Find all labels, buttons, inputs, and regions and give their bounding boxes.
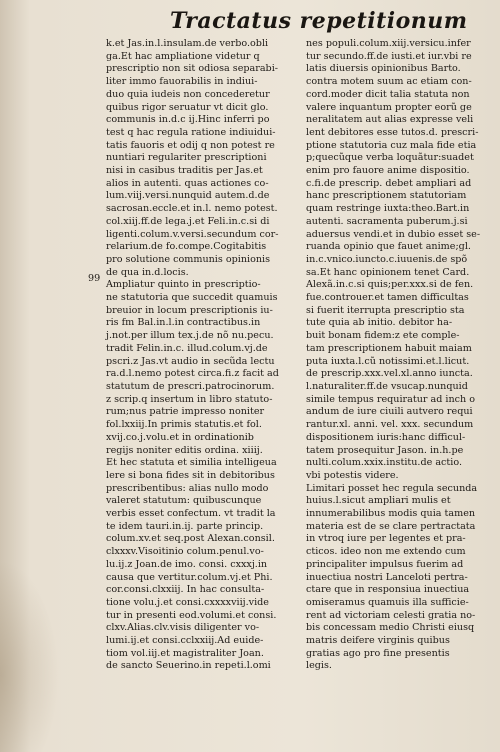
text-line: communis in.d.c ij.Hinc inferri po bbox=[106, 114, 270, 126]
text-line: simile tempus requiratur ad inch o bbox=[306, 393, 476, 405]
text-line: z scrip.q insertum in libro statuto- bbox=[106, 393, 273, 405]
text-line: statutum de prescri.patrocinorum. bbox=[106, 380, 275, 392]
text-line: tur secundo.ff.de iusti.et iur.vbi re bbox=[306, 50, 472, 62]
left-text-column bbox=[106, 38, 296, 672]
text-line: Et hec statuta et similia intelligeua bbox=[106, 457, 277, 469]
text-line: ga.Et hac ampliatione videtur q bbox=[106, 50, 260, 62]
text-line: de sancto Seuerino.in repeti.l.omi bbox=[106, 660, 271, 672]
text-line: gratias ago pro fine presentis bbox=[306, 647, 450, 659]
text-line: ptione statutoria cuz mala fide etia bbox=[306, 139, 477, 151]
text-line: p;quecũque verba loquãtur:suadet bbox=[306, 152, 474, 164]
text-line: rantur.xl. anni. vel. xxx. secundum bbox=[306, 419, 474, 431]
text-line: Alexã.in.c.si quis;per.xxx.si de fen. bbox=[306, 279, 474, 291]
text-line: tatem prosequitur Jason. in.h.pe bbox=[306, 444, 464, 456]
text-line: matris deifere virginis quibus bbox=[306, 635, 450, 647]
marginal-number: 99 bbox=[88, 273, 101, 284]
text-line: fue.controuer.et tamen difficultas bbox=[306, 292, 469, 304]
text-line: nisi in casibus traditis per Jas.et bbox=[106, 165, 263, 177]
text-line: tione volu.j.et consi.cxxxxviij.vide bbox=[106, 596, 269, 608]
text-line: rum;nus patrie impresso noniter bbox=[106, 406, 265, 418]
text-line: pscri.z Jas.vt audio in secũda lectu bbox=[106, 355, 275, 367]
text-line: clxxxv.Visoitinio colum.penul.vo- bbox=[106, 546, 264, 558]
text-line: autenti. sacramenta puberum.j.si bbox=[306, 215, 468, 227]
text-line: contra motem suum ac etiam con- bbox=[306, 76, 472, 88]
text-line: de qua in.d.locis. bbox=[106, 266, 189, 278]
text-line: sa.Et hanc opinionem tenet Card. bbox=[306, 266, 470, 278]
text-line: causa que vertitur.colum.vj.et Phi. bbox=[106, 571, 273, 583]
text-line: ctare que in responsiua inuectiua bbox=[306, 584, 470, 596]
text-line: colum.xv.et seq.post Alexan.consil. bbox=[106, 533, 275, 545]
text-line: buit bonam fidem:z ete comple- bbox=[306, 330, 460, 342]
text-line: lu.ij.z Joan.de imo. consi. cxxxj.in bbox=[106, 558, 268, 570]
text-line: fol.lxxiij.In primis statutis.et fol. bbox=[106, 419, 262, 431]
text-line: rent ad victoriam celesti gratia no- bbox=[306, 609, 476, 621]
text-line: valeret statutum: quibuscunque bbox=[106, 495, 262, 507]
text-line: valere inquantum propter eorũ ge bbox=[306, 101, 472, 113]
text-line: l.naturaliter.ff.de vsucap.nunquid bbox=[306, 380, 468, 392]
text-line: innumerabilibus modis quia tamen bbox=[306, 508, 476, 520]
text-line: nuntiari regulariter prescriptioni bbox=[106, 152, 267, 164]
text-line: tur in presenti eod.volumi.et consi. bbox=[106, 609, 277, 621]
text-line: ra.d.l.nemo potest circa.fi.z facit ad bbox=[106, 368, 279, 380]
text-line: prescribentibus: alias nullo modo bbox=[106, 482, 269, 494]
text-line: alios in autenti. quas actiones co- bbox=[106, 177, 269, 189]
text-line: aduersus vendi.et in dubio esset se- bbox=[306, 228, 481, 240]
text-line: pro solutione communis opinionis bbox=[106, 253, 271, 265]
text-line: tam prescriptionem habuit maiam bbox=[306, 342, 472, 354]
running-title: Tractatus repetitionum bbox=[170, 8, 468, 34]
text-line: in.c.vnico.iuncto.c.iuuenis.de spõ bbox=[306, 253, 468, 265]
text-line: prescriptio non sit odiosa separabi- bbox=[106, 63, 278, 75]
text-line: dispositionem iuris:hanc difficul- bbox=[306, 431, 466, 443]
text-line: te idem tauri.in.ij. parte princip. bbox=[106, 520, 264, 532]
text-line: test q hac regula ratione indiuidui- bbox=[106, 126, 276, 138]
text-line: regijs noniter editis ordina. xiiij. bbox=[106, 444, 263, 456]
text-line: omiseramus quamuis illa sufficie- bbox=[306, 596, 469, 608]
text-line: cticos. ideo non me extendo cum bbox=[306, 546, 466, 558]
text-line: neralitatem aut alias expresse veli bbox=[306, 114, 474, 126]
text-line: lumi.ij.et consi.cclxxiij.Ad euide- bbox=[106, 635, 264, 647]
text-line: vbi potestis videre. bbox=[306, 469, 399, 481]
text-line: relarium.de fo.compe.Cogitabitis bbox=[106, 241, 267, 253]
text-line: de prescrip.xxx.vel.xl.anno iuncta. bbox=[306, 368, 473, 380]
text-line: ligenti.colum.v.versi.secundum cor- bbox=[106, 228, 279, 240]
text-line: liter immo fauorabilis in indiui- bbox=[106, 76, 258, 88]
text-line: ris fm Bal.in.l.in contractibus.in bbox=[106, 317, 261, 329]
page-stain bbox=[0, 560, 60, 752]
text-line: j.not.per illum tex.j.de nõ nu.pecu. bbox=[106, 330, 274, 342]
text-line: principaliter impulsus fuerim ad bbox=[306, 558, 464, 570]
text-line: quam restringe iuxta:theo.Bart.in bbox=[306, 203, 470, 215]
text-line: k.et Jas.in.l.insulam.de verbo.obli bbox=[106, 38, 269, 49]
text-line: si fuerit iterrupta prescriptio sta bbox=[306, 304, 465, 316]
text-line: col.xiij.ff.de lega.j.et Feli.in.c.si di bbox=[106, 215, 270, 227]
text-line: bis concessam medio Christi eiusq bbox=[306, 622, 475, 634]
text-line: cord.moder dicit talia statuta non bbox=[306, 88, 470, 100]
text-line: nes populi.colum.xiij.versicu.infer bbox=[306, 38, 471, 49]
right-text-column bbox=[306, 38, 496, 672]
text-line: ne statutoria que succedit quamuis bbox=[106, 292, 278, 304]
text-line: lere si bona fides sit in debitoribus bbox=[106, 469, 275, 481]
text-line: legis. bbox=[306, 660, 332, 672]
text-line: verbis esset confectum. vt tradit la bbox=[106, 508, 276, 520]
text-line: sacrosan.eccle.et in.l. nemo potest. bbox=[106, 203, 278, 215]
text-line: breuior in locum prescriptionis iu- bbox=[106, 304, 273, 316]
text-line: materia est de se clare pertractata bbox=[306, 520, 476, 532]
text-line: duo quia iudeis non concederetur bbox=[106, 88, 270, 100]
text-line: huius.l.sicut ampliari mulis et bbox=[306, 495, 451, 507]
text-line: tradit Felin.in.c. illud.colum.vj.de bbox=[106, 342, 268, 354]
text-line: tatis fauoris et odij q non potest re bbox=[106, 139, 275, 151]
text-line: xvij.co.j.volu.et in ordinationib bbox=[106, 431, 254, 443]
text-line: tute quia ab initio. debitor ha- bbox=[306, 317, 453, 329]
text-line: quibus rigor seruatur vt dicit glo. bbox=[106, 101, 269, 113]
text-line: andum de iure ciuili autvero requi bbox=[306, 406, 473, 418]
text-line: enim pro fauore anime dispositio. bbox=[306, 165, 470, 177]
text-line: Limitari posset hec regula secunda bbox=[306, 482, 478, 494]
text-line: cor.consi.clxxiij. In hac consulta- bbox=[106, 584, 265, 596]
text-line: c.fi.de prescrip. debet ampliari ad bbox=[306, 177, 472, 189]
text-line: latis diuersis opinionibus Barto. bbox=[306, 63, 461, 75]
text-line: clxv.Alias.clv.visis diligenter vo- bbox=[106, 622, 260, 634]
text-line: tiom vol.iij.et magistraliter Joan. bbox=[106, 647, 264, 659]
text-line: lent debitores esse tutos.d. prescri- bbox=[306, 126, 479, 138]
text-line: hanc prescriptionem statutoriam bbox=[306, 190, 467, 202]
text-line: inuectiua nostri Lanceloti pertra- bbox=[306, 571, 468, 583]
text-line: ruanda opinio que fauet anime;gl. bbox=[306, 241, 471, 253]
text-line: Ampliatur quinto in prescriptio- bbox=[106, 279, 261, 291]
text-line: lum.viij.versi.nunquid autem.d.de bbox=[106, 190, 270, 202]
text-line: puta iuxta.l.cũ notissimi.et.l.licut. bbox=[306, 355, 470, 367]
text-line: in vtroq iure per legentes et pra- bbox=[306, 533, 466, 545]
text-line: nulti.colum.xxix.institu.de actio. bbox=[306, 457, 463, 469]
